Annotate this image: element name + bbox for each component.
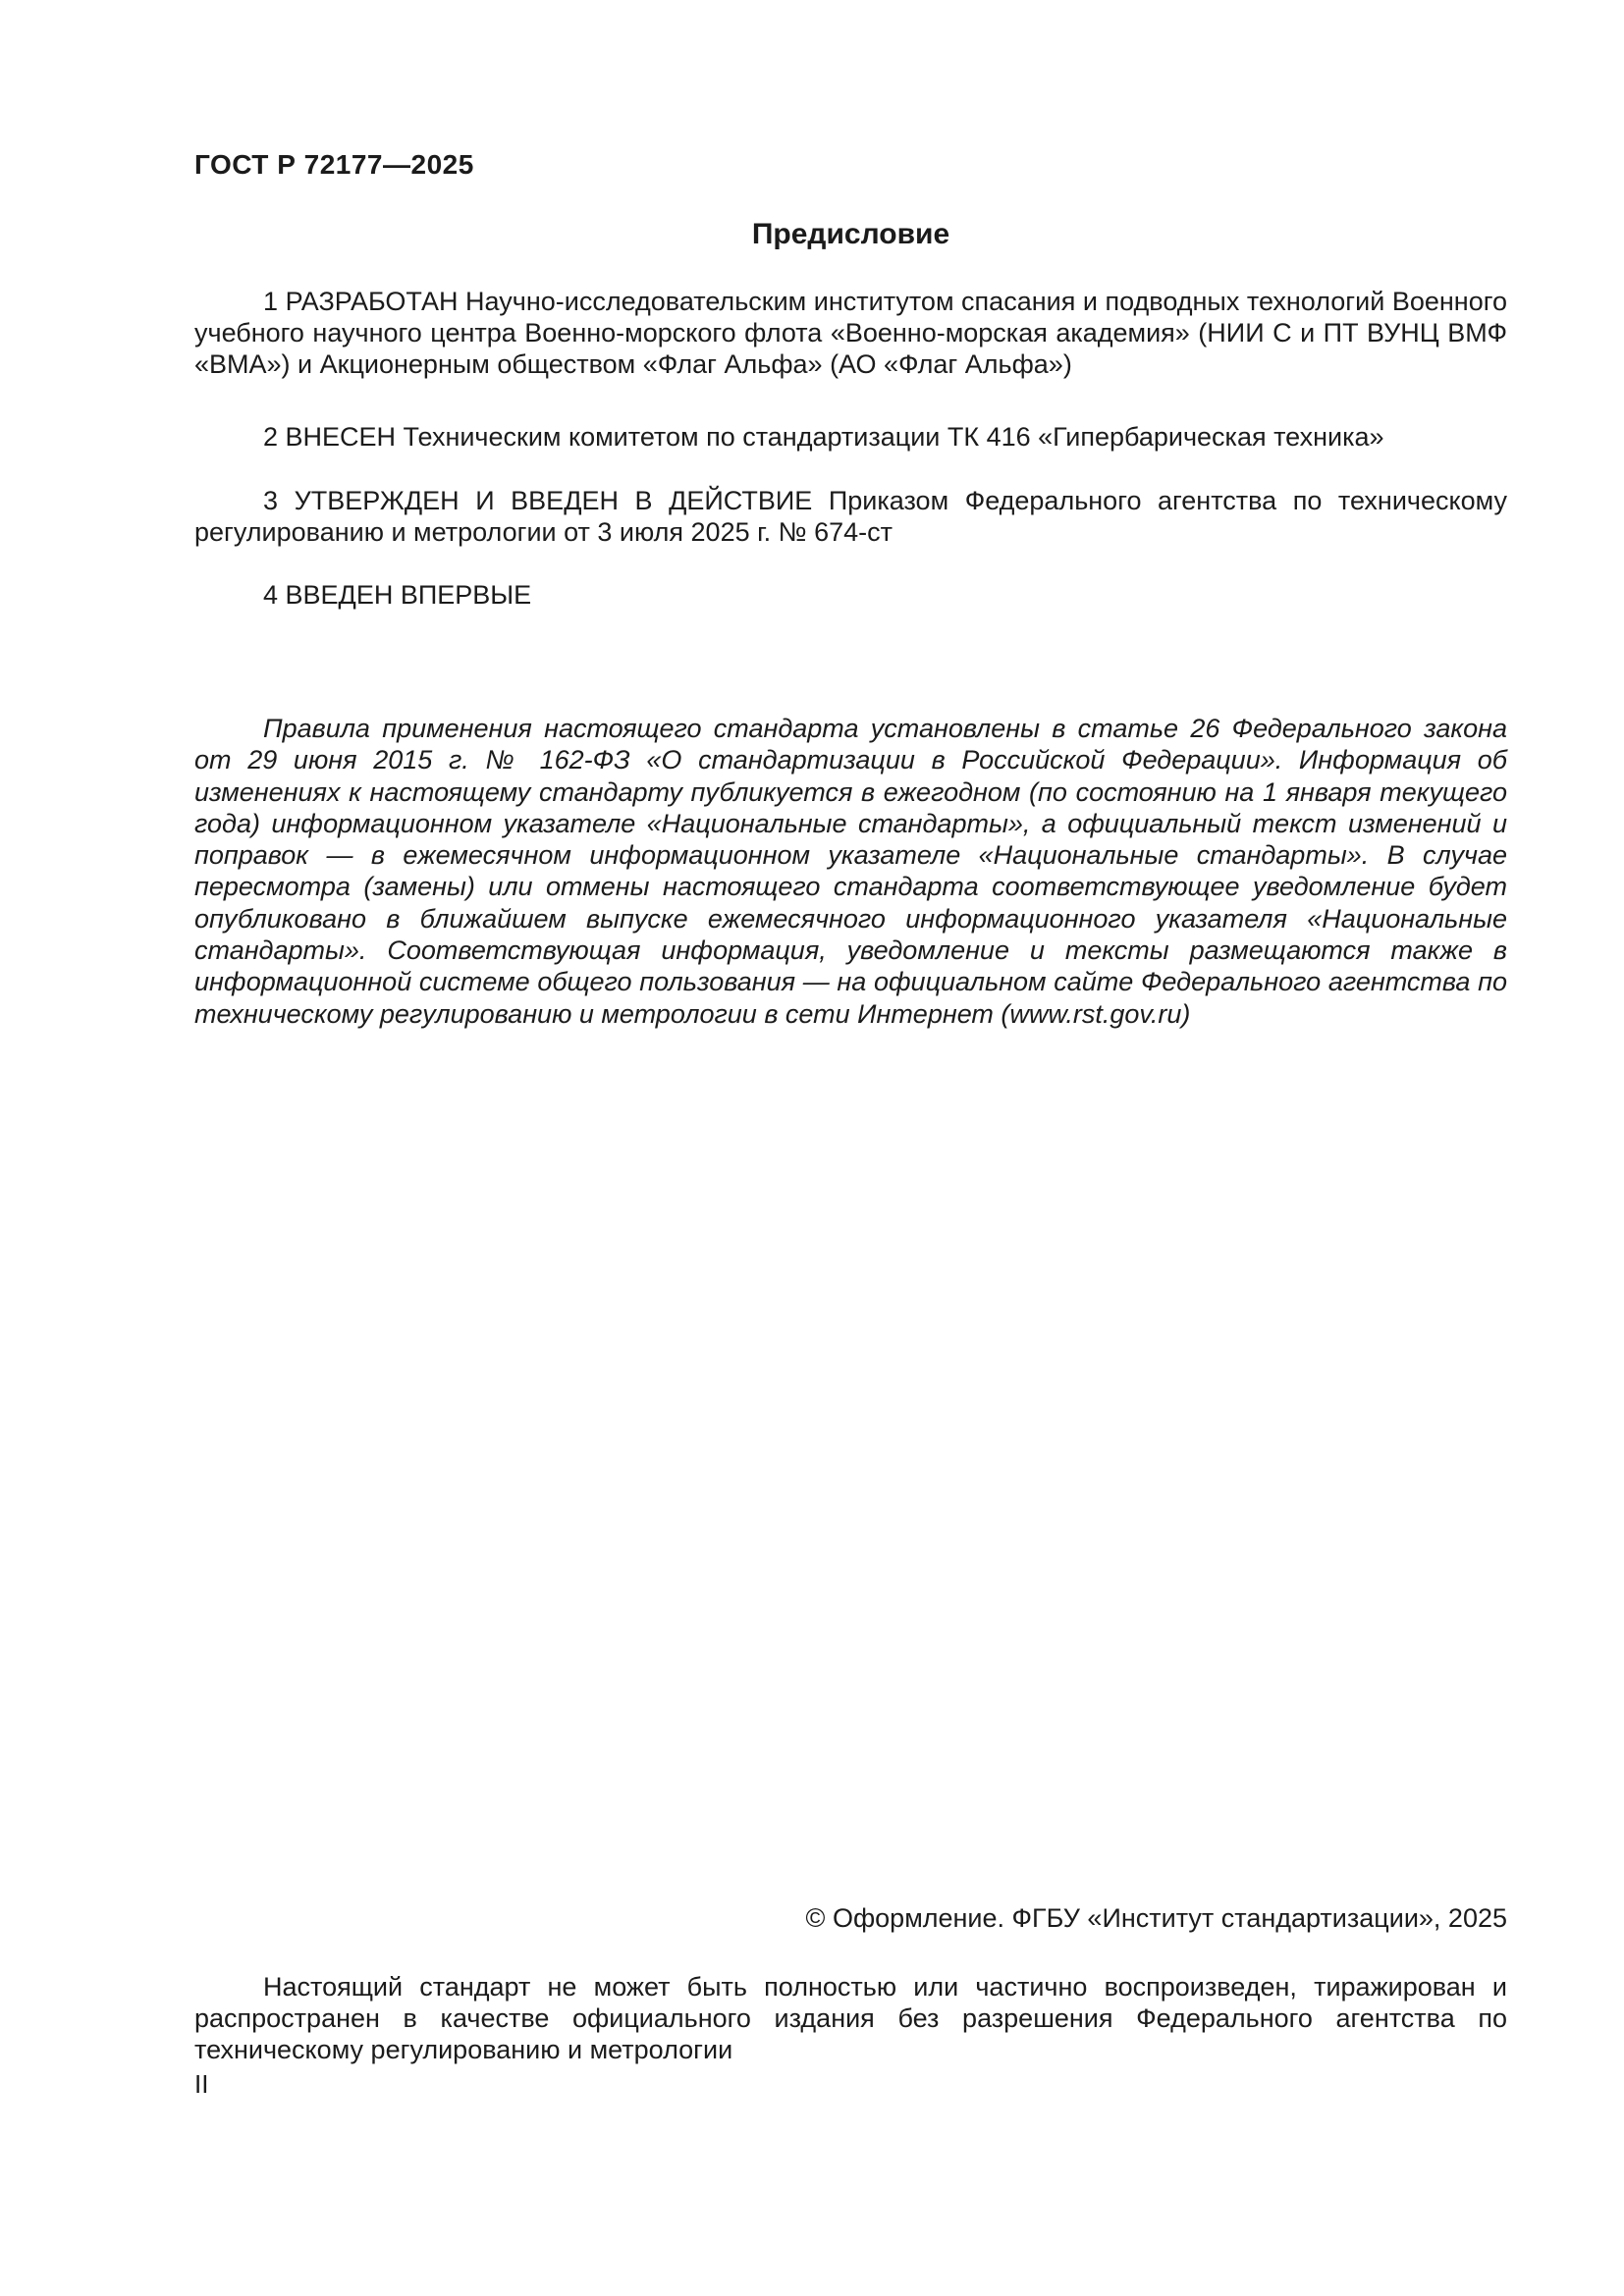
page-number: II [194,2069,209,2099]
foreword-clause-introduced: 4 ВВЕДЕН ВПЕРВЫЕ [263,580,532,610]
foreword-clause-submitted: 2 ВНЕСЕН Техническим комитетом по стандартизации ТК 416 «Гипербарическая техника» [263,422,1384,452]
foreword-clause-developed: 1 РАЗРАБОТАН Научно-исследовательским институтом спасания и подводных технологий Военного учебного научного центра Военно-морского флота «Военно-морская академия» (НИИ С и ПТ ВУНЦ ВМФ «ВМА») и Акционерным обществом «Флаг Альфа» (АО «Флаг Альфа») [194,287,1507,379]
foreword-clause-approved: 3 УТВЕРЖДЕН И ВВЕДЕН В ДЕЙСТВИЕ Приказом Федерального агентства по техническому регулированию и метрологии от 3 июля 2025 г. № 674-ст [194,486,1507,547]
section-title: Предисловие [751,218,950,250]
reproduction-restriction: Настоящий стандарт не может быть полностью или частично воспроизведен, тиражирован и распространен в качестве официального издания без разрешения Федерального агентства по техническому регулированию и метрологии [194,1972,1507,2064]
copyright-notice: © Оформление. ФГБУ «Институт стандартизации», 2025 [805,1903,1507,1933]
application-rules-notice: Правила применения настоящего стандарта установлены в статье 26 Федерального закона от 29 июня 2015 г. № 162-ФЗ «О стандартизации в Российской Федерации». Информация об изменениях к настоящему стандарту публикуется в ежегодном (по состоянию на 1 января текущего года) информационном указателе «Национальные стандарты», а официальный текст изменений и поправок — в ежемесячном информационном указателе «Национальные стандарты». В случае пересмотра (замены) или отмены настоящего стандарта соответствующее уведомление будет опубликовано в ближайшем выпуске ежемесячного информационного указателя «Национальные стандарты». Соответствующая информация, уведомление и тексты размещаются также в информационной системе общего пользования — на официальном сайте Федерального агентства по техническому регулированию и метрологии в сети Интернет (www.rst.gov.ru) [194,714,1507,1029]
standard-number: ГОСТ Р 72177—2025 [194,149,474,180]
